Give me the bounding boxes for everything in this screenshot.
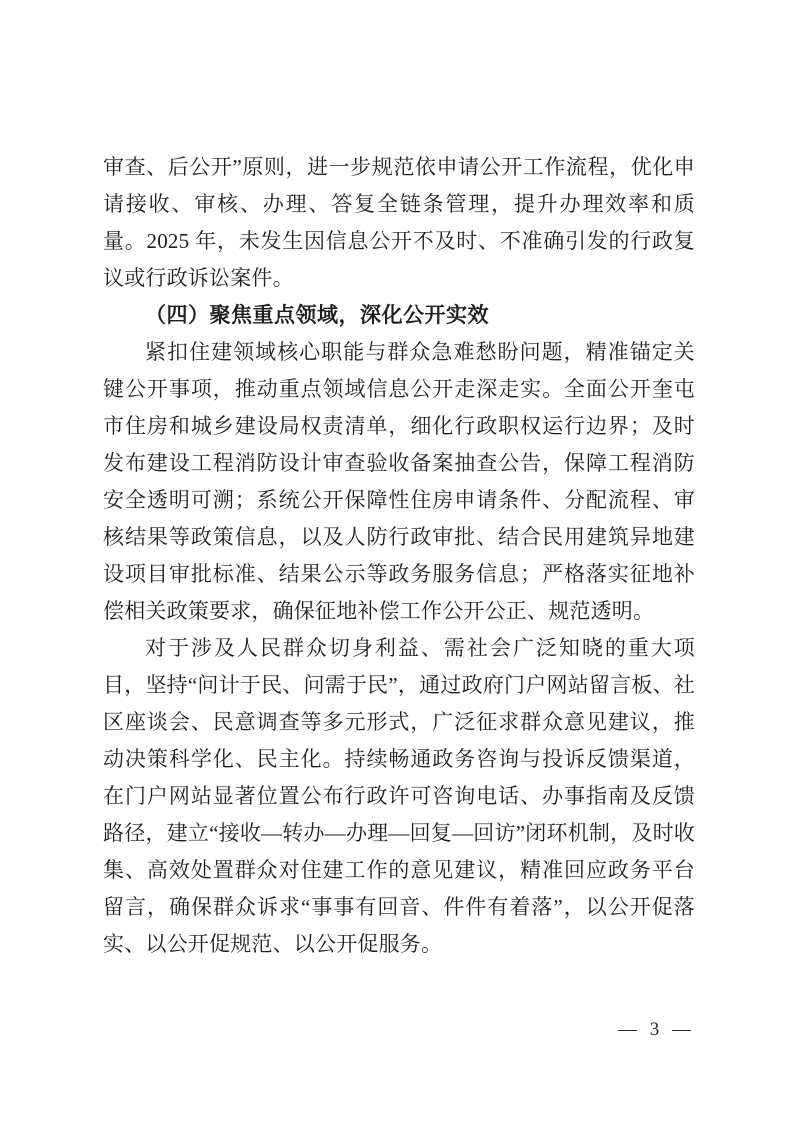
page-number: — 3 — [618, 1019, 695, 1040]
section-heading: （四）聚焦重点领域，深化公开实效 [145, 303, 489, 327]
document-body [103, 149, 695, 963]
paragraph-continuation: 审查、后公开”原则，进一步规范依申请公开工作流程，优化申请接收、审核、办理、答复全链条管理，提升办理效率和质量。2025 年，未发生因信息公开不及时、不准确引发的行政复议或行政诉讼案件。 [103, 155, 695, 290]
paragraph-public-feedback: 对于涉及人民群众切身利益、需社会广泛知晓的重大项目，坚持“问计于民、问需于民”，通过政府门户网站留言板、社区座谈会、民意调查等多元形式，广泛征求群众意见建议，推动决策科学化、民主化。持续畅通政务咨询与投诉反馈渠道，在门户网站显著位置公布行政许可咨询电话、办事指南及反馈路径，建立“接收—转办—办理—回复—回访”闭环机制，及时收集、高效处置群众对住建工作的意见建议，精准回应政务平台留言，确保群众诉求“事事有回音、件件有着落”，以公开促落实、以公开促规范、以公开促服务。 [103, 636, 695, 956]
page-footer [103, 1018, 695, 1042]
paragraph-key-areas: 紧扣住建领域核心职能与群众急难愁盼问题，精准锚定关键公开事项，推动重点领域信息公开走深走实。全面公开奎屯市住房和城乡建设局权责清单，细化行政职权运行边界；及时发布建设工程消防设计审查验收备案抽查公告，保障工程消防安全透明可溯；系统公开保障性住房申请条件、分配流程、审核结果等政策信息，以及人防行政审批、结合民用建筑异地建设项目审批标准、结果公示等政务服务信息；严格落实征地补偿相关政策要求，确保征地补偿工作公开公正、规范透明。 [103, 340, 695, 623]
